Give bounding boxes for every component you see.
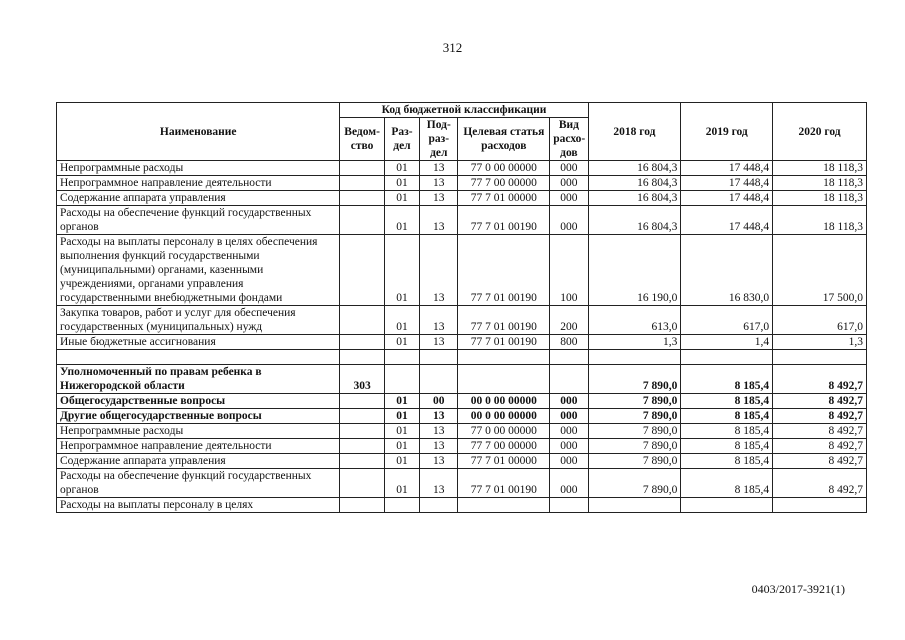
table-row: [57, 191, 867, 206]
cell-vr: [550, 350, 588, 365]
cell-razdel: 01: [384, 161, 419, 176]
cell-podrazdel: 13: [420, 439, 458, 454]
cell-csr: 77 7 01 00190: [458, 335, 550, 350]
cell-podrazdel: 13: [420, 424, 458, 439]
cell-podrazdel: 00: [420, 394, 458, 409]
table-row: [57, 306, 867, 335]
cell-name: Непрограммные расходы: [57, 161, 340, 176]
cell-vr: 000: [550, 176, 588, 191]
table-row: [57, 161, 867, 176]
cell-name: Расходы на обеспечение функций государственных органов: [57, 469, 340, 498]
cell-razdel: 01: [384, 235, 419, 306]
cell-csr: [458, 365, 550, 394]
cell-csr: 77 7 01 00000: [458, 191, 550, 206]
cell-2019: 16 830,0: [681, 235, 773, 306]
cell-2020: 8 492,7: [773, 409, 867, 424]
cell-csr: 77 7 01 00190: [458, 235, 550, 306]
cell-name: Содержание аппарата управления: [57, 191, 340, 206]
header-2018: 2018 год: [588, 103, 681, 161]
cell-2018: 16 804,3: [588, 161, 681, 176]
cell-2020: 8 492,7: [773, 454, 867, 469]
table-row: [57, 439, 867, 454]
cell-2019: 8 185,4: [681, 454, 773, 469]
cell-2018: 1,3: [588, 335, 681, 350]
cell-csr: 77 7 00 00000: [458, 176, 550, 191]
cell-razdel: 01: [384, 306, 419, 335]
cell-csr: [458, 498, 550, 513]
cell-2020: 18 118,3: [773, 161, 867, 176]
cell-ved: [340, 306, 384, 335]
cell-name: Содержание аппарата управления: [57, 454, 340, 469]
header-csr: Целевая статья расходов: [458, 118, 550, 161]
cell-name: Расходы на выплаты персоналу в целях: [57, 498, 340, 513]
cell-razdel: 01: [384, 206, 419, 235]
cell-name: Закупка товаров, работ и услуг для обеспечения государственных (муниципальных) нужд: [57, 306, 340, 335]
table-row: [57, 409, 867, 424]
cell-2018: 16 804,3: [588, 206, 681, 235]
header-ved: Ведом-ство: [340, 118, 384, 161]
cell-name: Иные бюджетные ассигнования: [57, 335, 340, 350]
cell-2019: [681, 350, 773, 365]
cell-podrazdel: 13: [420, 335, 458, 350]
cell-razdel: 01: [384, 469, 419, 498]
cell-2020: 17 500,0: [773, 235, 867, 306]
cell-razdel: 01: [384, 439, 419, 454]
cell-2019: 17 448,4: [681, 206, 773, 235]
cell-2020: 8 492,7: [773, 365, 867, 394]
cell-2019: 8 185,4: [681, 424, 773, 439]
table-row: [57, 350, 867, 365]
cell-2020: 8 492,7: [773, 424, 867, 439]
cell-ved: [340, 206, 384, 235]
cell-podrazdel: 13: [420, 191, 458, 206]
cell-ved: [340, 469, 384, 498]
cell-2018: [588, 350, 681, 365]
header-podrazdel: Под-раз-дел: [420, 118, 458, 161]
cell-2018: 7 890,0: [588, 454, 681, 469]
cell-name: Непрограммное направление деятельности: [57, 439, 340, 454]
cell-razdel: [384, 498, 419, 513]
cell-vr: 000: [550, 161, 588, 176]
cell-2019: [681, 498, 773, 513]
cell-ved: [340, 424, 384, 439]
cell-podrazdel: [420, 498, 458, 513]
cell-2019: 8 185,4: [681, 365, 773, 394]
cell-podrazdel: 13: [420, 206, 458, 235]
table-row: [57, 469, 867, 498]
cell-2018: 7 890,0: [588, 365, 681, 394]
cell-vr: 000: [550, 191, 588, 206]
cell-razdel: 01: [384, 176, 419, 191]
cell-vr: 000: [550, 469, 588, 498]
cell-2020: 8 492,7: [773, 469, 867, 498]
cell-2018: 7 890,0: [588, 394, 681, 409]
cell-2018: 7 890,0: [588, 439, 681, 454]
cell-podrazdel: 13: [420, 235, 458, 306]
table-row: [57, 335, 867, 350]
table-row: [57, 498, 867, 513]
table-row: [57, 454, 867, 469]
cell-vr: 800: [550, 335, 588, 350]
cell-2019: 17 448,4: [681, 191, 773, 206]
cell-2018: 613,0: [588, 306, 681, 335]
cell-2019: 8 185,4: [681, 439, 773, 454]
cell-vr: [550, 498, 588, 513]
cell-2020: 18 118,3: [773, 191, 867, 206]
cell-2019: 8 185,4: [681, 469, 773, 498]
cell-csr: 77 0 00 00000: [458, 161, 550, 176]
cell-2020: [773, 350, 867, 365]
cell-2019: 1,4: [681, 335, 773, 350]
cell-podrazdel: 13: [420, 409, 458, 424]
cell-podrazdel: 13: [420, 161, 458, 176]
header-name: Наименование: [57, 103, 340, 161]
cell-2018: 7 890,0: [588, 409, 681, 424]
table-row: [57, 424, 867, 439]
cell-ved: [340, 394, 384, 409]
cell-razdel: [384, 365, 419, 394]
cell-name: Уполномоченный по правам ребенка в Нижегородской области: [57, 365, 340, 394]
cell-razdel: [384, 350, 419, 365]
cell-podrazdel: 13: [420, 454, 458, 469]
cell-vr: 000: [550, 206, 588, 235]
cell-vr: 100: [550, 235, 588, 306]
cell-podrazdel: 13: [420, 176, 458, 191]
cell-csr: [458, 350, 550, 365]
cell-name: Общегосударственные вопросы: [57, 394, 340, 409]
cell-podrazdel: [420, 350, 458, 365]
table-row: [57, 176, 867, 191]
cell-name: Расходы на обеспечение функций государственных органов: [57, 206, 340, 235]
cell-ved: [340, 235, 384, 306]
cell-2020: [773, 498, 867, 513]
table-row: [57, 365, 867, 394]
cell-name: Непрограммное направление деятельности: [57, 176, 340, 191]
cell-ved: [340, 454, 384, 469]
cell-vr: [550, 365, 588, 394]
cell-2018: 16 804,3: [588, 176, 681, 191]
cell-podrazdel: [420, 365, 458, 394]
cell-ved: [340, 176, 384, 191]
cell-csr: 77 7 01 00190: [458, 469, 550, 498]
cell-csr: 00 0 00 00000: [458, 409, 550, 424]
cell-2019: 17 448,4: [681, 176, 773, 191]
cell-podrazdel: 13: [420, 306, 458, 335]
header-2020: 2020 год: [773, 103, 867, 161]
cell-ved: [340, 350, 384, 365]
cell-csr: 77 0 00 00000: [458, 424, 550, 439]
cell-name: Другие общегосударственные вопросы: [57, 409, 340, 424]
cell-csr: 00 0 00 00000: [458, 394, 550, 409]
cell-vr: 000: [550, 454, 588, 469]
cell-ved: [340, 335, 384, 350]
header-code-group: Код бюджетной классификации: [340, 103, 588, 118]
cell-2019: 17 448,4: [681, 161, 773, 176]
table-body: [57, 161, 867, 513]
cell-vr: 000: [550, 394, 588, 409]
cell-razdel: 01: [384, 409, 419, 424]
cell-vr: 200: [550, 306, 588, 335]
cell-name: Непрограммные расходы: [57, 424, 340, 439]
cell-csr: 77 7 01 00000: [458, 454, 550, 469]
cell-2018: 16 190,0: [588, 235, 681, 306]
budget-table: [56, 102, 867, 513]
cell-name: Расходы на выплаты персоналу в целях обеспечения выполнения функций государственными (муниципальными) органами, казенными учреждениями, органами управления государственными внебюджетными фондами: [57, 235, 340, 306]
cell-name: [57, 350, 340, 365]
document-code: 0403/2017-3921(1): [751, 582, 845, 596]
cell-vr: 000: [550, 439, 588, 454]
page-number: 312: [442, 40, 463, 55]
cell-ved: [340, 498, 384, 513]
cell-podrazdel: 13: [420, 469, 458, 498]
table-row: [57, 235, 867, 306]
cell-vr: 000: [550, 424, 588, 439]
cell-csr: 77 7 01 00190: [458, 206, 550, 235]
header-2019: 2019 год: [681, 103, 773, 161]
cell-ved: [340, 191, 384, 206]
cell-2019: 8 185,4: [681, 394, 773, 409]
header-row-1: [57, 103, 867, 118]
cell-ved: [340, 409, 384, 424]
cell-csr: 77 7 01 00190: [458, 306, 550, 335]
cell-2020: 1,3: [773, 335, 867, 350]
cell-razdel: 01: [384, 394, 419, 409]
table-row: [57, 206, 867, 235]
cell-2020: 8 492,7: [773, 394, 867, 409]
cell-2018: 7 890,0: [588, 424, 681, 439]
cell-2018: 16 804,3: [588, 191, 681, 206]
cell-2018: 7 890,0: [588, 469, 681, 498]
cell-2020: 18 118,3: [773, 206, 867, 235]
cell-2020: 617,0: [773, 306, 867, 335]
cell-ved: 303: [340, 365, 384, 394]
cell-2019: 8 185,4: [681, 409, 773, 424]
cell-vr: 000: [550, 409, 588, 424]
table-row: [57, 394, 867, 409]
header-razdel: Раз-дел: [384, 118, 419, 161]
cell-2018: [588, 498, 681, 513]
cell-csr: 77 7 00 00000: [458, 439, 550, 454]
cell-2020: 8 492,7: [773, 439, 867, 454]
cell-razdel: 01: [384, 335, 419, 350]
cell-ved: [340, 161, 384, 176]
cell-razdel: 01: [384, 424, 419, 439]
cell-2020: 18 118,3: [773, 176, 867, 191]
header-vr: Вид расхо-дов: [550, 118, 588, 161]
cell-razdel: 01: [384, 454, 419, 469]
cell-2019: 617,0: [681, 306, 773, 335]
cell-ved: [340, 439, 384, 454]
cell-razdel: 01: [384, 191, 419, 206]
